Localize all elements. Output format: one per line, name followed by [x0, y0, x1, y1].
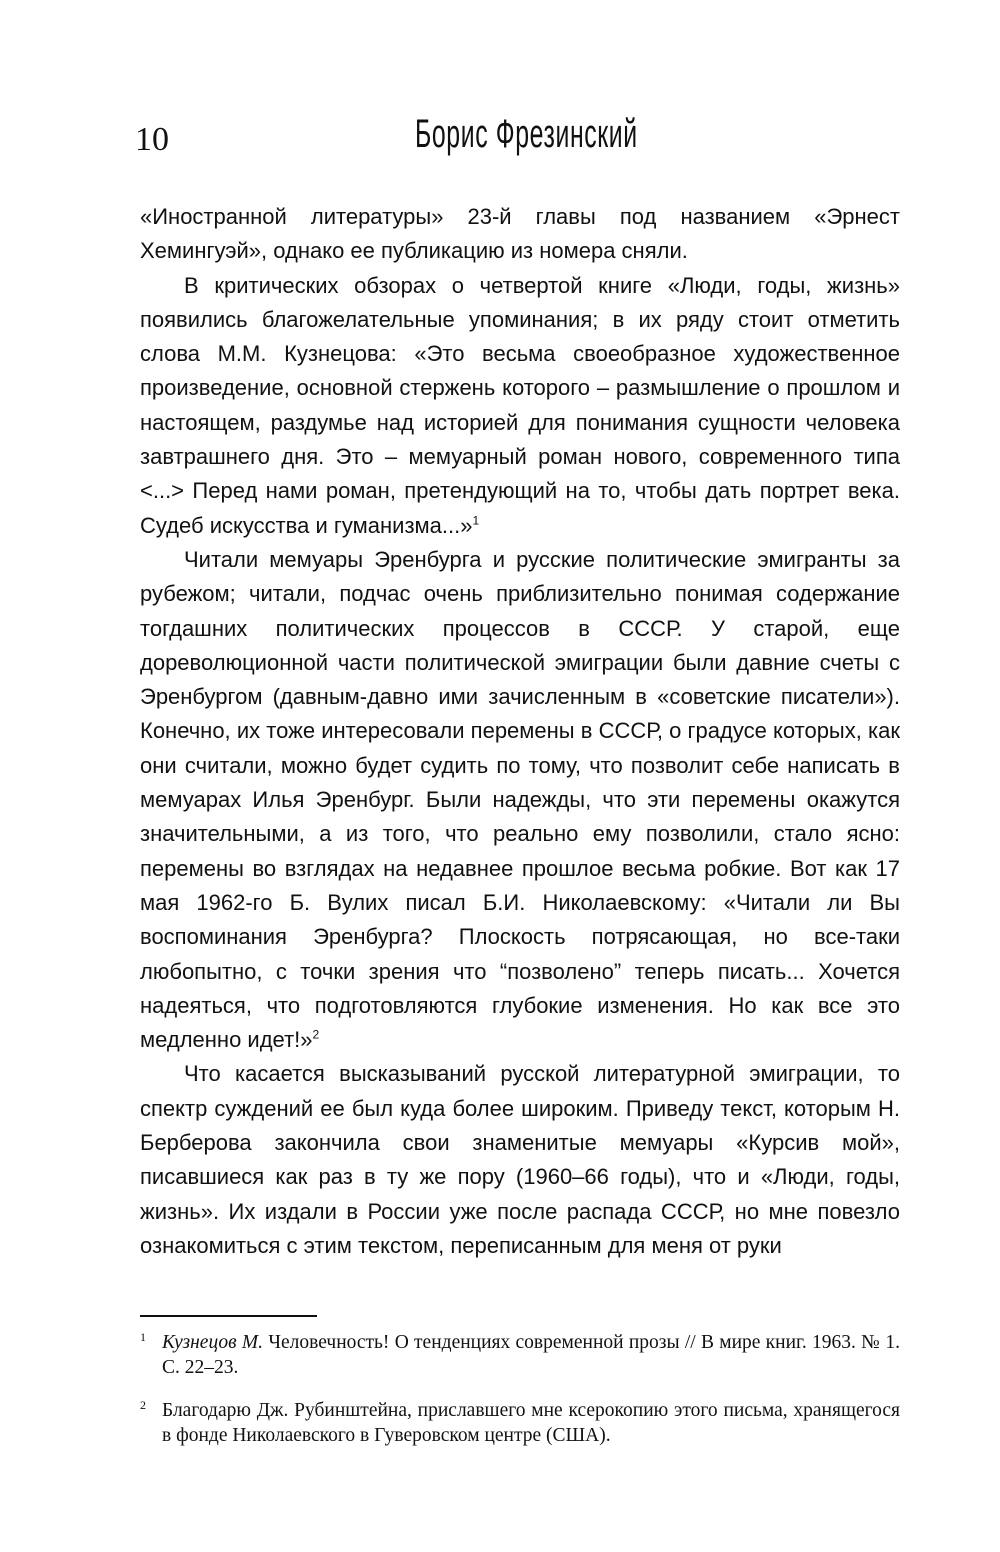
- footnote-text: Человечность! О тенденциях современной прозы // В мире книг. 1963. № 1. С. 22–23.: [162, 1332, 900, 1378]
- paragraph-3-text: Читали мемуары Эренбурга и русские политические эмигранты за рубежом; читали, подчас очень приблизительно понимая содержание тогдашних политических процессов в СССР. У старой, еще дореволюционной части политической эмиграции были давние счеты с Эренбургом (давным-давно ими зачисленным в «советские писатели»). Конечно, их тоже интересовали перемены в СССР, о градусе которых, как они считали, можно будет судить по тому, что позволит себе написать в мемуарах Илья Эренбург. Были надежды, что эти перемены окажутся значительными, а из того, что реально ему позволили, стало ясно: перемены во взглядах на недавнее прошлое весьма робкие. Вот как 17 мая 1962-го Б. Вулих писал Б.И. Николаевскому: «Читали ли Вы воспоминания Эренбурга? Плоскость потрясающая, но все-таки любопытно, с точки зрения что “позволено” теперь писать... Хочется надеяться, что подготовляются глубокие изменения. Но как все это медленно идет!»: [140, 546, 900, 1053]
- paragraph-2: [140, 269, 900, 543]
- paragraph-1: [140, 200, 900, 269]
- page-header: [135, 108, 895, 168]
- footnote-ref-2[interactable]: 2: [312, 1027, 320, 1042]
- footnote-author: Кузнецов М.: [162, 1332, 264, 1353]
- footnote-2: 2 Благодарю Дж. Рубинштейна, приславшего мне ксерокопию этого письма, хранящегося в фонде Николаевского в Гуверовском центре (США).: [140, 1397, 900, 1446]
- running-title: Борис Фрезинский: [415, 112, 638, 156]
- footnote-ref-1[interactable]: 1: [472, 513, 480, 528]
- footnote-1: 1 Кузнецов М. Человечность! О тенденциях современной прозы // В мире книг. 1963. № 1. С. 22–23.: [140, 1329, 900, 1378]
- page-number: 10: [135, 121, 169, 158]
- paragraph-3: [140, 543, 900, 1057]
- body-text: [140, 200, 900, 1263]
- footnotes: [140, 1330, 900, 1466]
- paragraph-2-text: В критических обзорах о четвертой книге «Люди, годы, жизнь» появились благожелательные упоминания; в их ряду стоит отметить слова М.М. Кузнецова: «Это весьма своеобразное художественное произведение, основной стержень которого – размышление о прошлом и настоящем, раздумье над историей для понимания сущности человека завтрашнего дня. Это – мемуарный роман нового, современного типа <...> Перед нами роман, претендующий на то, чтобы дать портрет века. Судеб искусства и гуманизма...»: [140, 272, 900, 538]
- footnote-text: Благодарю Дж. Рубинштейна, приславшего мне ксерокопию этого письма, хранящегося в фонде Николаевского в Гуверовском центре (США).: [162, 1400, 900, 1446]
- paragraph-1-text: «Иностранной литературы» 23-й главы под названием «Эрнест Хемингуэй», однако ее публикацию из номера сняли.: [140, 204, 900, 264]
- footnote-divider: [140, 1315, 317, 1317]
- paragraph-4: [140, 1057, 900, 1263]
- paragraph-4-text: Что касается высказываний русской литературной эмиграции, то спектр суждений ее был куда более широким. Приведу текст, которым Н. Берберова закончила свои знаменитые мемуары «Курсив мой», писавшиеся как раз в ту же пору (1960–66 годы), что и «Люди, годы, жизнь». Их издали в России уже после распада СССР, но мне повезло ознакомиться с этим текстом, переписанным для меня от руки: [140, 1061, 900, 1258]
